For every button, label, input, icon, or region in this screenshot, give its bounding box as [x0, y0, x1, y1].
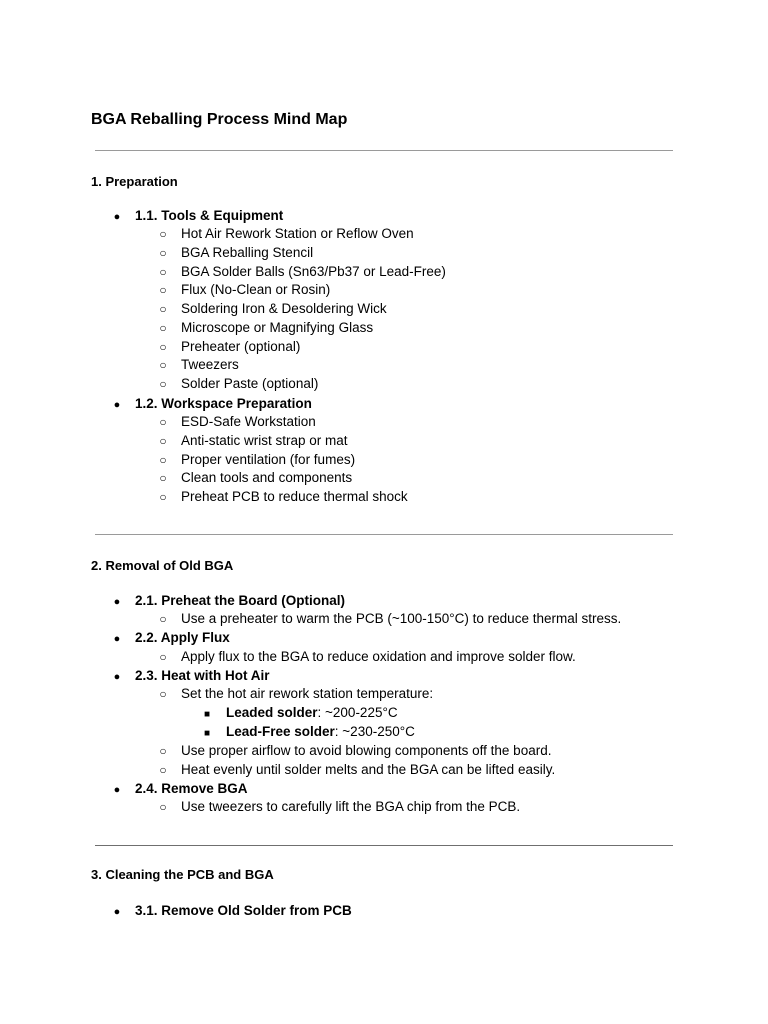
item-text: Hot Air Rework Station or Reflow Oven [181, 226, 414, 241]
list-item [156, 609, 621, 629]
item-text: Proper ventilation (for fumes) [181, 452, 356, 467]
item-text: Solder Paste (optional) [181, 376, 319, 391]
circle-bullet-icon: ○ [159, 490, 167, 504]
circle-bullet-icon: ○ [159, 800, 167, 814]
item-text: Use proper airflow to avoid blowing components off the board. [181, 743, 552, 758]
item-text: : ~230-250°C [334, 724, 415, 739]
section-heading: 3. Cleaning the PCB and BGA [91, 867, 274, 882]
bullet-icon: ● [113, 906, 121, 918]
item-text: : ~200-225°C [317, 705, 398, 720]
circle-bullet-icon: ○ [159, 763, 167, 777]
circle-bullet-icon: ○ [159, 612, 167, 626]
divider [95, 150, 673, 151]
circle-bullet-icon: ○ [159, 434, 167, 448]
item-label: 2.4. Remove BGA [135, 781, 248, 796]
item-label: 3.1. Remove Old Solder from PCB [135, 903, 352, 918]
item-text: Anti-static wrist strap or mat [181, 433, 348, 448]
list-item [156, 797, 520, 817]
circle-bullet-icon: ○ [159, 687, 167, 701]
circle-bullet-icon: ○ [159, 321, 167, 335]
item-term: Leaded solder [226, 705, 318, 720]
item-text: Preheater (optional) [181, 339, 301, 354]
circle-bullet-icon: ○ [159, 650, 167, 664]
item-label: 2.1. Preheat the Board (Optional) [135, 593, 346, 608]
item-label: 1.2. Workspace Preparation [135, 396, 312, 411]
bullet-icon: ● [113, 211, 121, 223]
circle-bullet-icon: ○ [159, 302, 167, 316]
item-label: 2.3. Heat with Hot Air [135, 668, 270, 683]
list-item [156, 412, 316, 432]
divider [95, 534, 673, 535]
item-label: 2.2. Apply Flux [135, 630, 230, 645]
circle-bullet-icon: ○ [159, 358, 167, 372]
circle-bullet-icon: ○ [159, 377, 167, 391]
item-text: Heat evenly until solder melts and the BGA can be lifted easily. [181, 762, 556, 777]
item-label: 1.1. Tools & Equipment [135, 208, 284, 223]
item-text: Set the hot air rework station temperature: [181, 686, 434, 701]
circle-bullet-icon: ○ [159, 340, 167, 354]
list-item [156, 374, 318, 394]
item-text: BGA Solder Balls (Sn63/Pb37 or Lead-Free) [181, 264, 446, 279]
list-item [156, 355, 239, 375]
item-text: BGA Reballing Stencil [181, 245, 314, 260]
list-item [156, 318, 373, 338]
square-bullet-icon: ■ [203, 709, 211, 720]
list-item [156, 468, 352, 488]
list-item [156, 450, 355, 470]
section-heading: 2. Removal of Old BGA [91, 558, 234, 573]
square-bullet-icon: ■ [203, 728, 211, 739]
list-item [110, 901, 352, 922]
item-text: Soldering Iron & Desoldering Wick [181, 301, 387, 316]
bullet-icon: ● [113, 399, 121, 411]
list-item [156, 262, 446, 282]
item-text: Preheat PCB to reduce thermal shock [181, 489, 408, 504]
item-text: Microscope or Magnifying Glass [181, 320, 374, 335]
item-term: Lead-Free solder [226, 724, 335, 739]
divider [95, 845, 673, 846]
item-text: Tweezers [181, 357, 239, 372]
bullet-icon: ● [113, 633, 121, 645]
circle-bullet-icon: ○ [159, 283, 167, 297]
circle-bullet-icon: ○ [159, 265, 167, 279]
circle-bullet-icon: ○ [159, 744, 167, 758]
list-item [156, 647, 576, 667]
bullet-icon: ● [113, 596, 121, 608]
circle-bullet-icon: ○ [159, 453, 167, 467]
list-item [200, 722, 415, 743]
list-item [156, 741, 551, 761]
list-item [156, 760, 555, 780]
list-item [156, 280, 330, 300]
list-item [156, 243, 313, 263]
circle-bullet-icon: ○ [159, 246, 167, 260]
list-item [156, 224, 414, 244]
list-item [110, 628, 230, 649]
document-title: BGA Reballing Process Mind Map [91, 111, 348, 128]
bullet-icon: ● [113, 784, 121, 796]
item-text: ESD-Safe Workstation [181, 414, 316, 429]
list-item [156, 337, 300, 357]
bullet-icon: ● [113, 671, 121, 683]
list-item [156, 431, 348, 451]
list-item [156, 684, 433, 704]
item-text: Clean tools and components [181, 470, 353, 485]
list-item [156, 299, 387, 319]
list-item [200, 703, 398, 724]
item-text: Flux (No-Clean or Rosin) [181, 282, 331, 297]
circle-bullet-icon: ○ [159, 415, 167, 429]
circle-bullet-icon: ○ [159, 227, 167, 241]
item-text: Use a preheater to warm the PCB (~100-150°C) to reduce thermal stress. [181, 611, 622, 626]
section-heading: 1. Preparation [91, 174, 178, 189]
item-text: Use tweezers to carefully lift the BGA chip from the PCB. [181, 799, 521, 814]
circle-bullet-icon: ○ [159, 471, 167, 485]
item-text: Apply flux to the BGA to reduce oxidation and improve solder flow. [181, 649, 576, 664]
list-item [156, 487, 408, 507]
